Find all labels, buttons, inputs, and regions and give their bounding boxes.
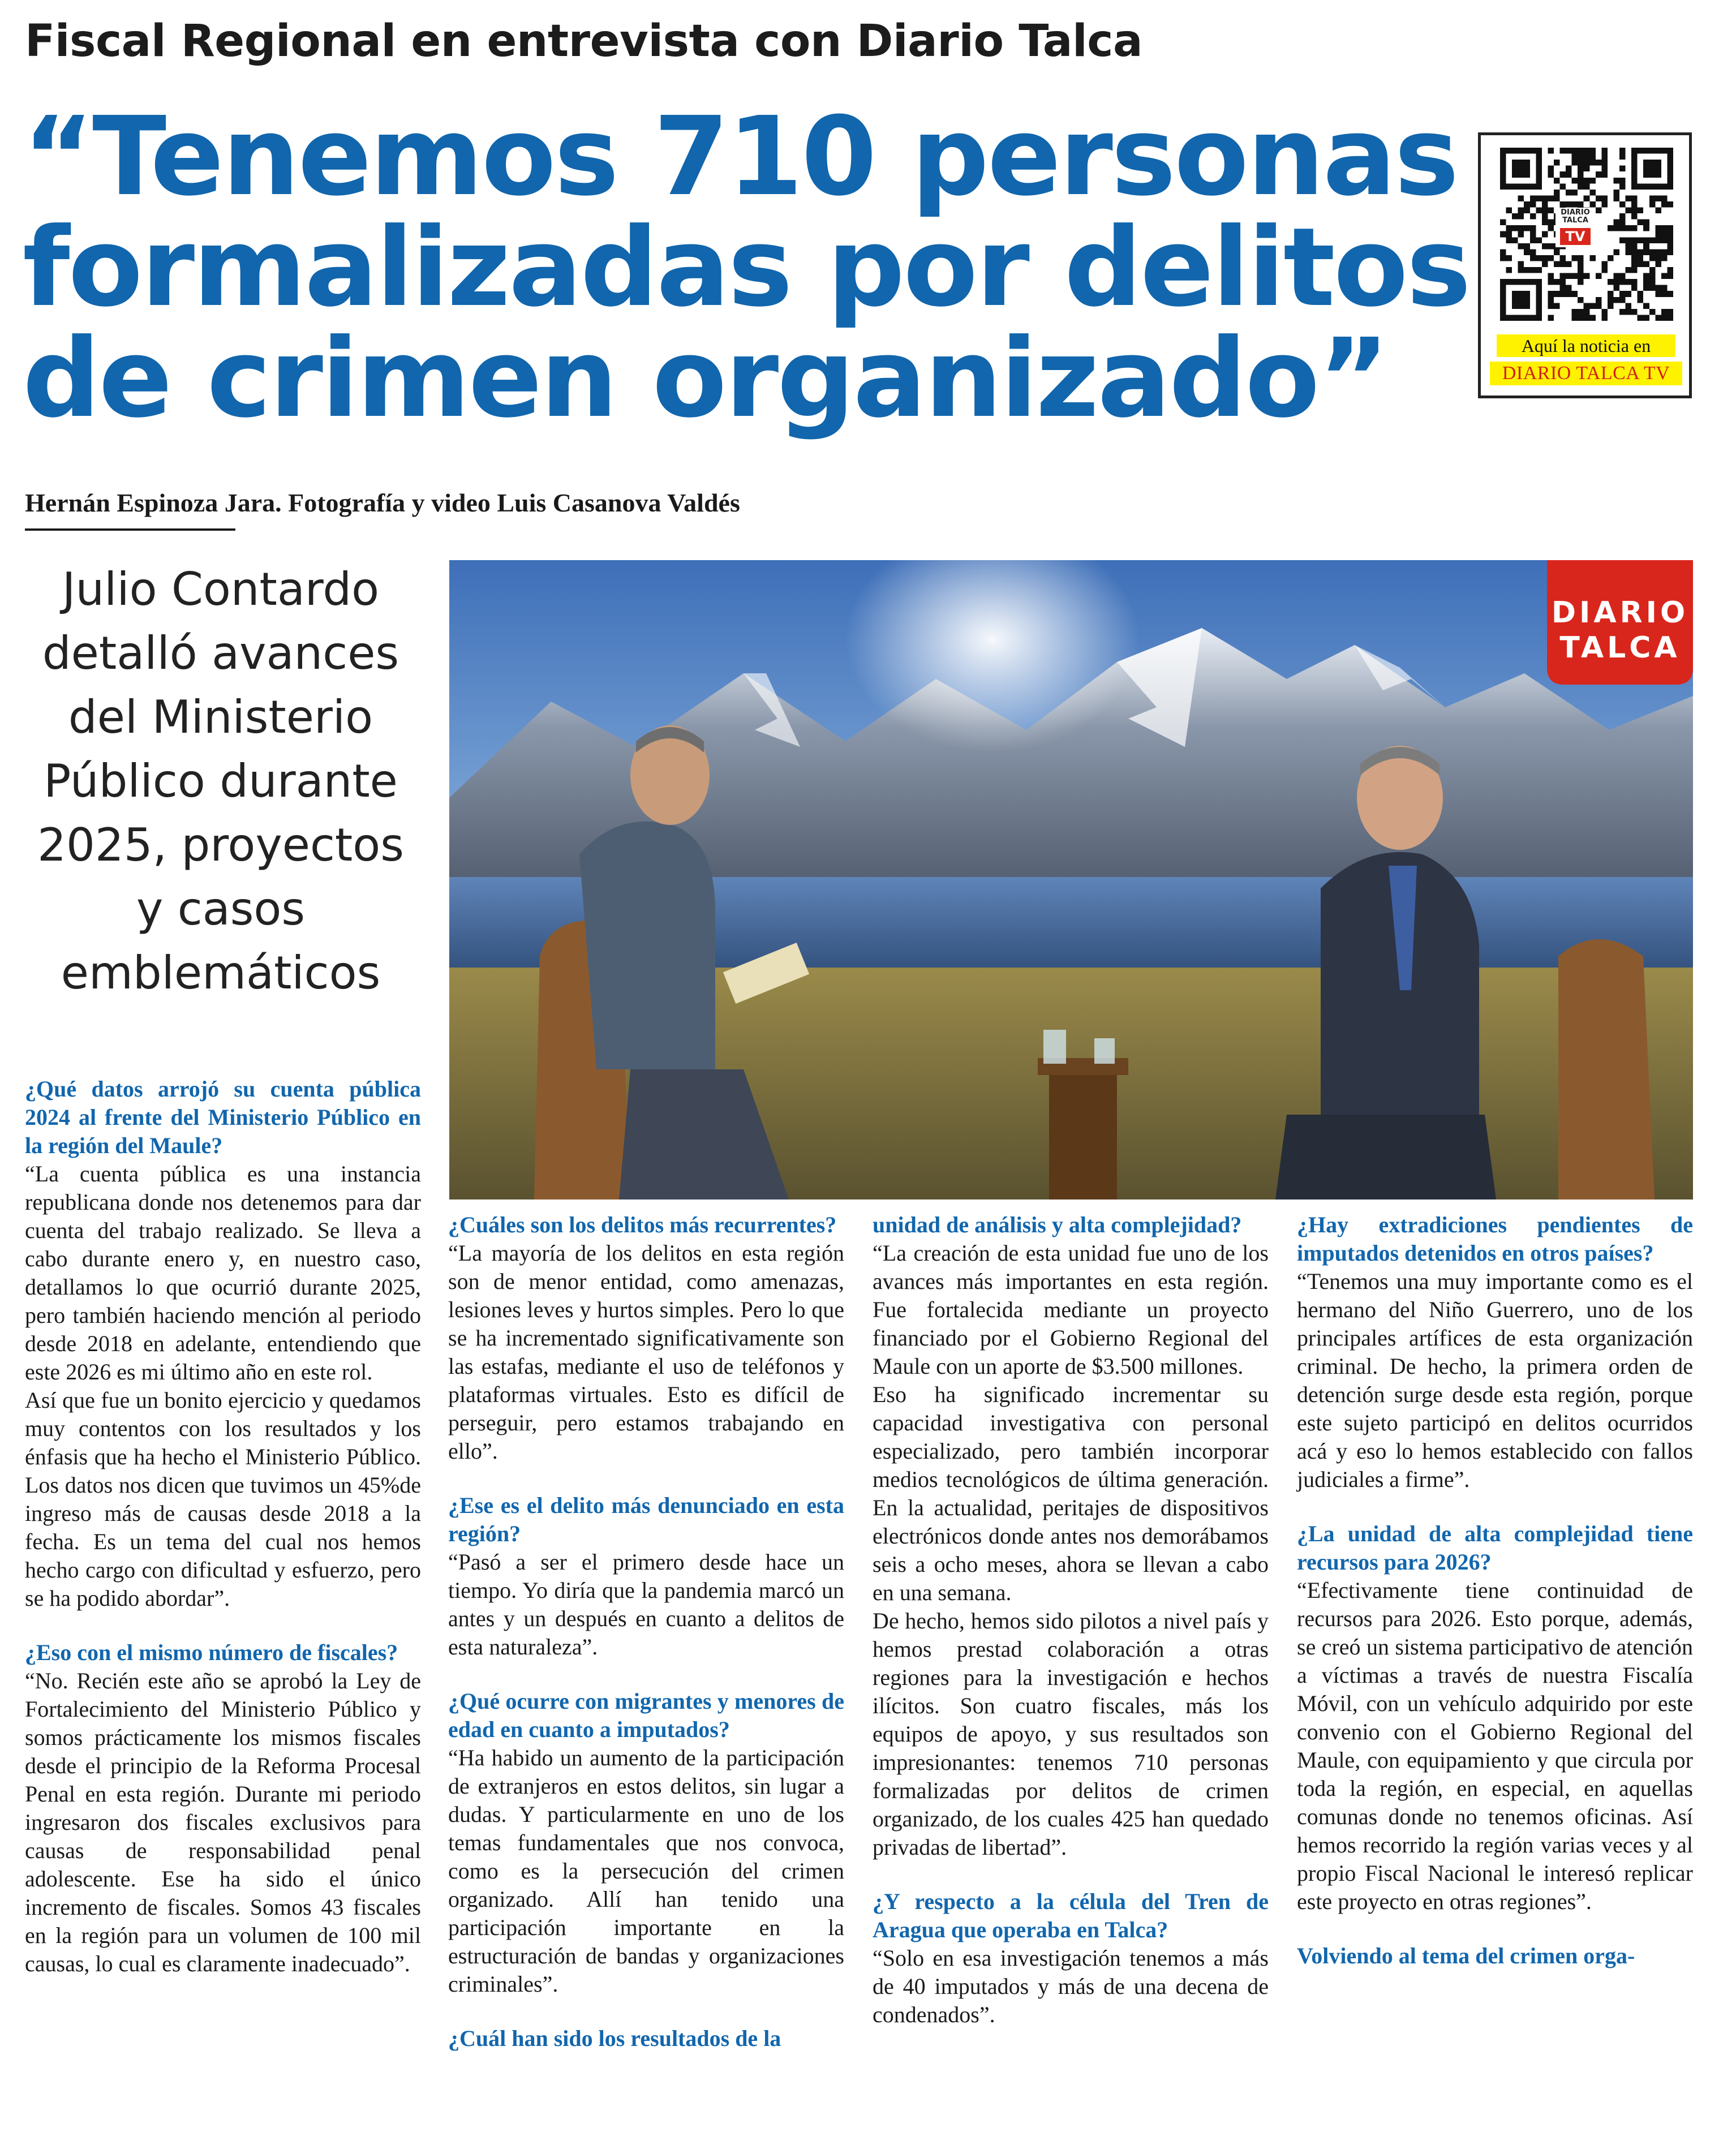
logo-line2: TALCA [1559, 631, 1681, 665]
question: ¿Cuáles son los delitos más recurrentes? [448, 1212, 837, 1237]
article-column-2 [448, 1211, 844, 2053]
deck-line: Público durante [44, 755, 398, 807]
deck [23, 557, 419, 1005]
article-column-3 [873, 1211, 1269, 2029]
headline-line: formalizadas por delitos [23, 205, 1469, 331]
question: ¿La unidad de alta complejidad tiene recursos para 2026? [1297, 1521, 1693, 1575]
article-column-1 [25, 1075, 421, 1978]
interview-scene [449, 560, 1693, 1200]
answer: “Efectivamente tiene continuidad de recursos para 2026. Esto porque, además, se creó un sistema participativo de atención a víctimas a través de nuestra Fiscalía Móvil, con un vehículo adquirido por este convenio con el Gobierno Regional del Maule, con equipamiento y que circula por toda la región, en especial, en aquellas comunas donde no tenemos oficinas. Así hemos recorrido la región varias veces y al propio Fiscal Nacional le interesó replicar este proyecto en otras regiones”. [1297, 1577, 1693, 1914]
headline [23, 94, 1471, 442]
deck-line: emblemáticos [61, 947, 381, 999]
qr-badge-small: DIARIO TALCA [1561, 208, 1590, 225]
answer: “La creación de esta unidad fue uno de los avances más importantes en esta región. Fue fortalecida mediante un proyecto financiado por el Gobierno Regional del Maule con un aporte de $3.500 millones. [873, 1240, 1269, 1379]
question: ¿Hay extradiciones pendientes de imputados detenidos en otros países? [1297, 1212, 1693, 1266]
answer: Eso ha significado incrementar su capacidad investigativa con personal especializado, pero también incorporar medios tecnológicos de última generación. En la actualidad, peritajes de dispositivos electrónicos donde antes nos demorábamos seis a ocho meses, ahora se llevan a cabo en una semana. [873, 1382, 1269, 1605]
deck-line: 2025, proyectos [37, 819, 404, 871]
question: Volviendo al tema del crimen orga- [1297, 1943, 1635, 1968]
answer: “Pasó a ser el primero desde hace un tiempo. Yo diría que la pandemia marcó un antes y un después en cuanto a delitos de esta naturaleza”. [448, 1549, 844, 1660]
qr-caption-line2: DIARIO TALCA TV [1490, 362, 1682, 385]
question: ¿Ese es el delito más denunciado en esta región? [448, 1493, 844, 1546]
answer: “No. Recién este año se aprobó la Ley de Fortalecimiento del Ministerio Público y somos prácticamente los mismos fiscales desde el principio de la Reforma Procesal Penal en esta región. Durante mi periodo ingresaron dos fiscales exclusivos para causas de responsabilidad penal adolescente. Ese ha sido el único incremento de fiscales. Somos 43 fiscales en la región para un volumen de 100 mil causas, lo cual es claramente inadecuado”. [25, 1668, 421, 1976]
byline-rule [25, 528, 235, 531]
headline-line: de crimen organizado” [23, 316, 1388, 442]
article-column-4 [1297, 1211, 1693, 1970]
logo-line1: DIARIO [1551, 596, 1689, 630]
question: ¿Y respecto a la célula del Tren de Aragua que operaba en Talca? [873, 1889, 1269, 1942]
question: ¿Qué ocurre con migrantes y menores de edad en cuanto a imputados? [448, 1688, 844, 1742]
deck-line: y casos [136, 883, 306, 935]
answer: “Tenemos una muy importante como es el hermano del Niño Guerrero, uno de los principales artífices de esta organización criminal. De hecho, la primera orden de detención surge desde esta región, porque este sujeto participó en delitos ocurridos acá y eso lo hemos establecido con fallos judiciales a firme”. [1297, 1269, 1693, 1492]
answer: “Ha habido un aumento de la participación de extranjeros en estos delitos, sin lugar a dudas. Y particularmente en uno de los temas fundamentales que nos convoca, como es la persecución del crimen organizado. Allí han tenido una participación importante en la estructuración de bandas y organizaciones criminales”. [448, 1745, 844, 1997]
qr-badge-tv: TV [1560, 228, 1591, 245]
answer: “Solo en esa investigación tenemos a más de 40 imputados y más de una decena de condenados”. [873, 1945, 1269, 2027]
qr-tv-badge [1555, 208, 1595, 247]
deck-line: del Ministerio [68, 691, 373, 743]
answer: “La cuenta pública es una instancia republicana donde nos detenemos para dar cuenta del trabajo realizado. Se lleva a cabo durante enero y, en nuestro caso, detallamos lo que ocurrió durante 2025, pero también haciendo mención al periodo desde 2018 en adelante, entendiendo que este 2026 es mi último año en este rol. [25, 1161, 421, 1385]
qr-box[interactable] [1478, 132, 1692, 398]
answer: “La mayoría de los delitos en esta región son de menor entidad, como amenazas, lesiones leves y hurtos simples. Pero lo que se ha incrementado significativamente son las estafas, mediante el uso de teléfonos y plataformas virtuales. Esto es difícil de perseguir, pero estamos trabajando en ello”. [448, 1240, 844, 1464]
interview-photo [449, 560, 1693, 1200]
kicker: Fiscal Regional en entrevista con Diario Talca [25, 16, 1143, 67]
qr-caption-line1: Aquí la noticia en [1497, 334, 1675, 357]
answer: De hecho, hemos sido pilotos a nivel país y hemos prestad colaboración a otras regiones para la investigación e hechos ilícitos. Son cuatro fiscales, más los equipos de apoyo, y sus resultados son impresionantes: tenemos 710 personas formalizadas por delitos de crimen organizado, de los cuales 425 han quedado privadas de libertad”. [873, 1608, 1269, 1860]
question: ¿Eso con el mismo número de fiscales? [25, 1640, 398, 1665]
byline: Hernán Espinoza Jara. Fotografía y video Luis Casanova Valdés [25, 488, 740, 517]
question: unidad de análisis y alta complejidad? [873, 1212, 1242, 1237]
deck-line: Julio Contardo [62, 563, 380, 616]
question: ¿Qué datos arrojó su cuenta pública 2024 al frente del Ministerio Público en la región del Maule? [25, 1076, 421, 1158]
deck-line: detalló avances [42, 627, 399, 680]
headline-line: “Tenemos 710 personas [23, 94, 1458, 220]
answer: Así que fue un bonito ejercicio y quedamos muy contentos con los resultados y los énfasis que ha hecho el Ministerio Público. Los datos nos dicen que tuvimos un 45%de ingreso más de causas desde 2018 a la fecha. Es un tema del cual nos hemos hecho cargo con dificultad y esfuerzo, pero se ha podido abordar”. [25, 1387, 421, 1611]
question: ¿Cuál han sido los resultados de la [448, 2026, 781, 2051]
